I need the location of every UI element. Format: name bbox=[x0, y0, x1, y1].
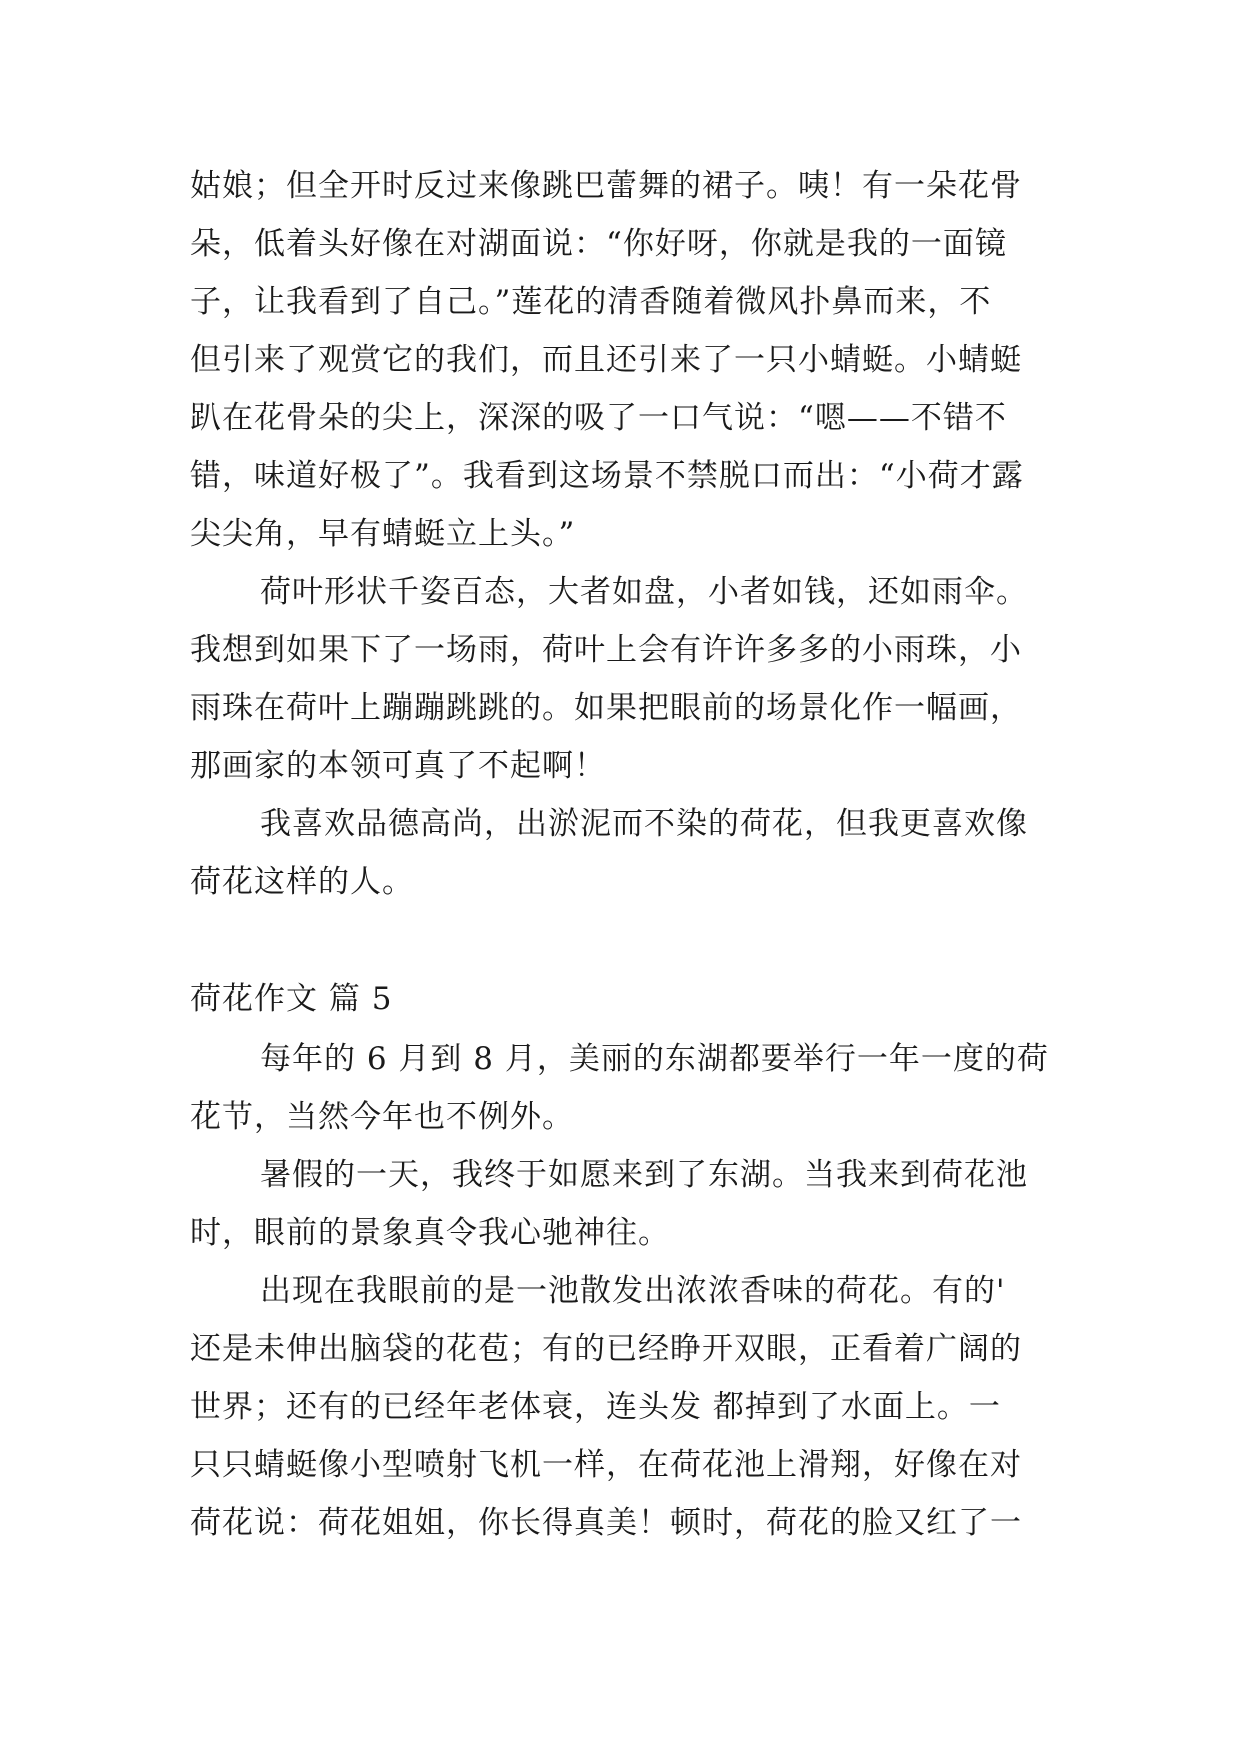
text-line: 雨珠在荷叶上蹦蹦跳跳的。如果把眼前的场景化作一幅画， bbox=[190, 690, 1022, 726]
text-line: 那画家的本领可真了不起啊！ bbox=[190, 748, 606, 784]
text-line: 每年的 6 月到 8 月，美丽的东湖都要举行一年一度的荷 bbox=[260, 1041, 1049, 1077]
text-line: 我喜欢品德高尚，出淤泥而不染的荷花，但我更喜欢像 bbox=[260, 806, 1028, 842]
text-line: 荷花说：荷花姐姐，你长得真美！顿时，荷花的脸又红了一 bbox=[190, 1505, 1022, 1541]
text-line: 荷花这样的人。 bbox=[190, 864, 414, 900]
text-line: 我想到如果下了一场雨，荷叶上会有许许多多的小雨珠，小 bbox=[190, 632, 1022, 668]
text-line: 还是未伸出脑袋的花苞；有的已经睁开双眼，正看着广阔的 bbox=[190, 1331, 1022, 1367]
section-heading: 荷花作文 篇 5 bbox=[190, 981, 393, 1017]
text-line: 时，眼前的景象真令我心驰神往。 bbox=[190, 1215, 670, 1251]
text-line: 出现在我眼前的是一池散发出浓浓香味的荷花。有的' bbox=[260, 1273, 1006, 1309]
text-line: 荷叶形状千姿百态，大者如盘，小者如钱，还如雨伞。 bbox=[260, 574, 1028, 610]
text-line: 子，让我看到了自己。”莲花的清香随着微风扑鼻而来，不 bbox=[190, 284, 992, 320]
text-line: 尖尖角，早有蜻蜓立上头。” bbox=[190, 516, 576, 552]
text-line: 暑假的一天，我终于如愿来到了东湖。当我来到荷花池 bbox=[260, 1157, 1028, 1193]
text-line: 但引来了观赏它的我们，而且还引来了一只小蜻蜓。小蜻蜓 bbox=[190, 342, 1022, 378]
text-line: 只只蜻蜓像小型喷射飞机一样，在荷花池上滑翔，好像在对 bbox=[190, 1447, 1022, 1483]
text-line: 趴在花骨朵的尖上，深深的吸了一口气说：“嗯——不错不 bbox=[190, 400, 1007, 436]
text-line: 朵，低着头好像在对湖面说：“你好呀，你就是我的一面镜 bbox=[190, 226, 1007, 262]
text-line: 花节，当然今年也不例外。 bbox=[190, 1099, 574, 1135]
paragraph-continuation bbox=[190, 157, 1090, 911]
section-body bbox=[190, 1030, 1090, 1552]
text-line: 世界；还有的已经年老体衰，连头发 都掉到了水面上。一 bbox=[190, 1389, 1001, 1425]
text-line: 错，味道好极了”。我看到这场景不禁脱口而出：“小荷才露 bbox=[190, 458, 1024, 494]
text-line: 姑娘；但全开时反过来像跳巴蕾舞的裙子。咦！有一朵花骨 bbox=[190, 168, 1022, 204]
